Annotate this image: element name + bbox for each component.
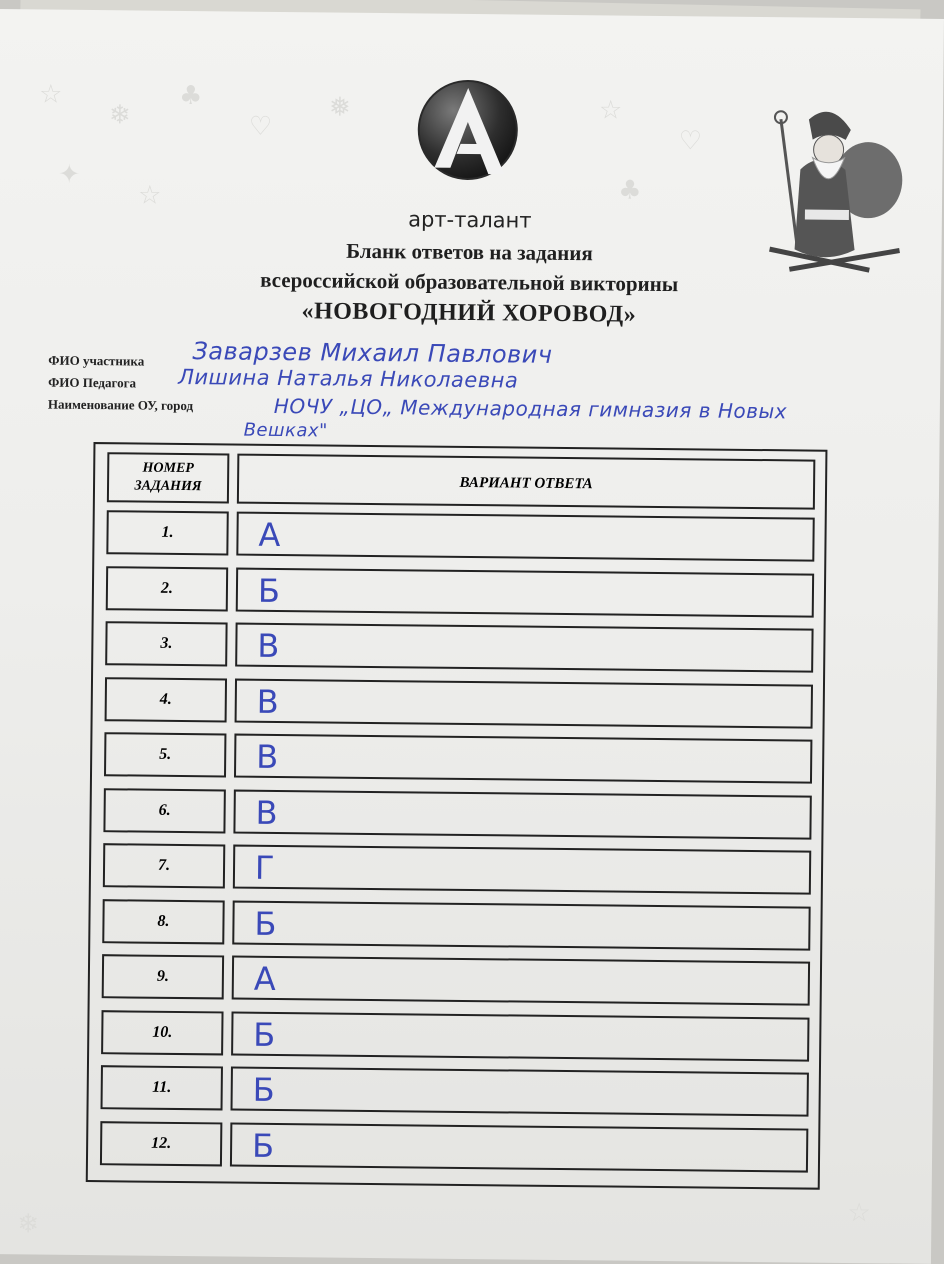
- bg-heart-icon: ♡: [248, 111, 273, 142]
- teacher-name-handwritten: Лишина Наталья Николаевна: [178, 364, 519, 393]
- bg-snowflake-icon: ❄: [108, 100, 131, 131]
- handwritten-answer: В: [256, 737, 279, 777]
- answer-cell[interactable]: [233, 790, 811, 840]
- bg-star-icon: ☆: [598, 95, 623, 126]
- art-talant-logo-icon: [416, 77, 519, 182]
- handwritten-answer: Г: [254, 848, 275, 887]
- handwritten-answer: Б: [251, 1126, 275, 1165]
- task-number-cell: 11.: [101, 1065, 223, 1110]
- handwritten-answer: Б: [254, 904, 277, 944]
- header-answer-variant: ВАРИАНТ ОТВЕТА: [237, 454, 815, 510]
- brand-name: арт-талант: [408, 207, 532, 233]
- school-name-handwritten-line1: НОЧУ „ЦО„ Международная гимназия в Новых: [273, 393, 788, 424]
- handwritten-answer: В: [255, 793, 278, 833]
- title-line-1: Бланк ответов на задания: [346, 238, 593, 266]
- answer-cell[interactable]: [230, 1123, 808, 1173]
- task-number-cell: 12.: [100, 1121, 222, 1166]
- answer-cell[interactable]: [231, 1067, 809, 1117]
- bg-star-icon: ☆: [137, 180, 162, 211]
- answer-table: [86, 442, 828, 1190]
- bg-tree-icon: ♣: [618, 175, 642, 206]
- task-number-cell: 9.: [102, 954, 224, 999]
- quiz-title: «НОВОГОДНИЙ ХОРОВОД»: [301, 298, 637, 328]
- header-task-number: [107, 452, 230, 503]
- participant-name-handwritten: Заварзев Михаил Павлович: [192, 337, 553, 369]
- handwritten-answer: Б: [252, 1070, 275, 1109]
- task-number-cell: 6.: [103, 788, 225, 833]
- bg-heart-icon: ♡: [678, 126, 703, 157]
- task-number-cell: 4.: [105, 677, 227, 722]
- answer-cell[interactable]: [234, 734, 812, 784]
- answer-sheet: [0, 9, 944, 1264]
- school-label: Наименование ОУ, город: [47, 396, 194, 414]
- handwritten-answer: В: [257, 626, 280, 666]
- bg-star-icon: ☆: [847, 1197, 871, 1229]
- task-number-cell: 1.: [106, 510, 228, 555]
- handwritten-answer: Б: [257, 571, 281, 611]
- handwritten-answer: А: [258, 515, 281, 555]
- answer-cell[interactable]: [235, 623, 813, 673]
- answer-cell[interactable]: [233, 845, 811, 895]
- answer-cell[interactable]: [231, 1012, 809, 1062]
- answer-cell[interactable]: [236, 568, 814, 618]
- answer-cell[interactable]: [232, 901, 810, 951]
- bg-snowflake-icon: ❅: [328, 92, 351, 123]
- answer-cell[interactable]: [235, 679, 813, 729]
- answer-cell[interactable]: [236, 512, 814, 562]
- handwritten-answer: Б: [253, 1015, 276, 1054]
- bg-tree-icon: ♣: [178, 80, 203, 112]
- teacher-label: ФИО Педагога: [48, 374, 137, 391]
- task-number-cell: 5.: [104, 732, 226, 777]
- task-number-cell: 10.: [101, 1010, 223, 1055]
- bg-snowflake-icon: ❄: [17, 1209, 40, 1240]
- answer-cell[interactable]: [232, 956, 810, 1006]
- school-name-handwritten-line2: Вешках": [243, 419, 328, 442]
- bg-star-icon: ☆: [38, 79, 63, 110]
- title-line-2: всероссийской образовательной викторины: [260, 267, 679, 297]
- header-task-number-line2: ЗАДАНИЯ: [134, 478, 202, 495]
- santa-claus-illustration: [749, 99, 911, 281]
- participant-label: ФИО участника: [48, 352, 145, 369]
- task-number-cell: 8.: [102, 899, 224, 944]
- handwritten-answer: А: [253, 959, 276, 998]
- header-task-number-line1: НОМЕР: [142, 460, 194, 477]
- task-number-cell: 7.: [103, 843, 225, 888]
- handwritten-answer: В: [256, 682, 279, 722]
- task-number-cell: 2.: [106, 566, 228, 611]
- task-number-cell: 3.: [105, 621, 227, 666]
- bg-bell-icon: ✦: [58, 159, 81, 190]
